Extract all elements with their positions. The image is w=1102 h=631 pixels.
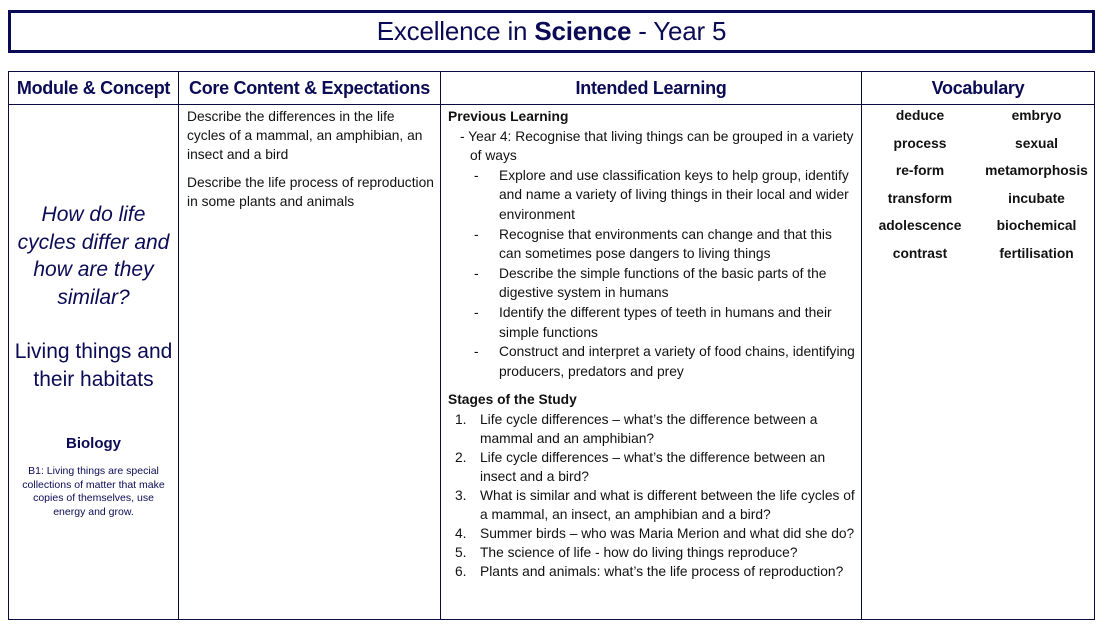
stage-item <box>448 486 855 524</box>
header-core-content: Core Content & Expectations <box>179 72 441 105</box>
content-row <box>9 105 1095 620</box>
stage-number: 6. <box>455 563 467 579</box>
list-item-text: Recognise that environments can change and that this can sometimes pose dangers to living things <box>499 226 832 262</box>
stage-number: 3. <box>455 487 467 503</box>
vocab-word: re-form <box>895 163 945 178</box>
vocab-word: fertilisation <box>999 245 1074 261</box>
stage-item <box>448 448 855 486</box>
list-item-text: Construct and interpret a variety of food chains, identifying producers, predators and prey <box>499 344 855 379</box>
core-item: Describe the differences in the life cycles of a mammal, an amphibian, an insect and a bird <box>187 109 423 162</box>
stages-heading: Stages of the Study <box>448 392 577 408</box>
intended-learning-cell <box>441 105 862 620</box>
vocab-word: transform <box>887 190 953 206</box>
previous-learning-heading: Previous Learning <box>448 109 569 124</box>
dash-bullet-icon: - <box>474 304 479 320</box>
dash-bullet-icon: - <box>474 265 479 281</box>
list-item <box>448 225 855 264</box>
module-question: How do life cycles differ and how are they similar? <box>17 203 170 309</box>
vocab-word: incubate <box>1008 190 1065 206</box>
vocab-word: adolescence <box>878 218 962 233</box>
vocab-word: metamorphosis <box>985 163 1088 178</box>
vocab-word: embryo <box>1011 108 1062 123</box>
list-item-text: Identify the different types of teeth in humans and their simple functions <box>499 304 832 340</box>
dash-bullet-icon: - <box>474 344 479 360</box>
dash-bullet-icon: - <box>474 167 479 183</box>
module-topic: Living things and their habitats <box>14 340 173 391</box>
stage-item <box>448 543 855 562</box>
stages-list <box>448 410 855 581</box>
stage-item <box>448 562 855 581</box>
header-module-concept: Module & Concept <box>9 72 179 105</box>
stage-text: Life cycle differences – what’s the difference between an insect and a bird? <box>480 449 826 484</box>
title-suffix: - Year 5 <box>631 16 727 46</box>
curriculum-table <box>8 71 1095 620</box>
core-content-cell <box>179 105 441 620</box>
vocab-word: sexual <box>1015 135 1058 151</box>
stage-item <box>448 410 855 448</box>
vocabulary-cell <box>862 105 1095 620</box>
stage-text: Plants and animals: what’s the life process of reproduction? <box>480 563 844 579</box>
stage-text: Summer birds – who was Maria Merion and what did she do? <box>480 525 855 541</box>
stage-item <box>448 524 855 543</box>
header-vocabulary: Vocabulary <box>862 72 1095 105</box>
list-item <box>448 264 855 303</box>
list-item <box>448 342 855 381</box>
previous-learning-list <box>448 166 855 382</box>
list-item <box>448 303 855 342</box>
title-subject: Science <box>534 16 632 46</box>
vocab-word: contrast <box>892 245 948 261</box>
module-subject: Biology <box>66 435 121 452</box>
title-prefix: Excellence in <box>376 16 535 46</box>
module-note: B1: Living things are special collections of matter that make copies of themselves, use energy and grow. <box>22 465 165 518</box>
vocab-word: biochemical <box>996 218 1077 233</box>
vocabulary-grid <box>862 106 1094 271</box>
stage-number: 5. <box>455 544 467 560</box>
list-item <box>448 166 855 225</box>
stage-text: Life cycle differences – what’s the difference between a mammal and an amphibian? <box>480 411 818 446</box>
stage-text: The science of life - how do living things reproduce? <box>480 544 798 560</box>
page-title <box>8 10 1095 53</box>
list-item-text: Describe the simple functions of the basic parts of the digestive system in humans <box>499 265 827 301</box>
previous-year-item: - Year 4: Recognise that living things can be grouped in a variety of ways <box>460 128 854 164</box>
stage-number: 1. <box>455 411 467 427</box>
dash-bullet-icon: - <box>474 226 479 242</box>
stage-number: 4. <box>455 525 467 541</box>
core-item: Describe the life process of reproduction in some plants and animals <box>187 175 434 209</box>
vocab-word: process <box>893 135 947 151</box>
header-intended-learning: Intended Learning <box>441 72 862 105</box>
stage-number: 2. <box>455 449 467 465</box>
stage-text: What is similar and what is different between the life cycles of a mammal, an insect, an amphibian and a bird? <box>480 487 855 522</box>
module-concept-cell <box>9 105 179 620</box>
list-item-text: Explore and use classification keys to help group, identify and name a variety of living things in their local and wider environment <box>499 167 849 222</box>
header-row <box>9 72 1095 105</box>
vocab-word: deduce <box>895 108 945 123</box>
